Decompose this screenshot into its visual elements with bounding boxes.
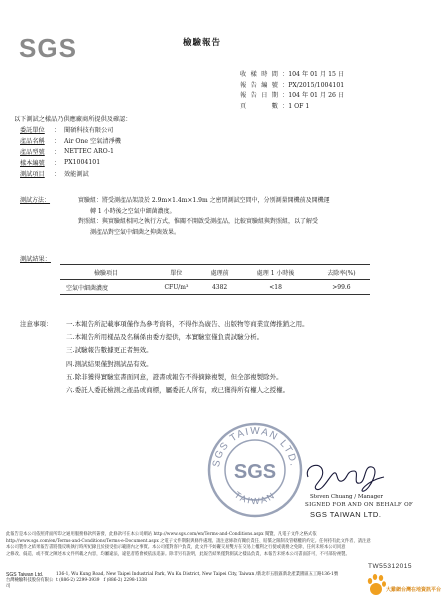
- test-method: [20, 196, 405, 238]
- stamp-bottom-text: TAIWAN: [232, 489, 278, 507]
- meta-row: 報告日期 ： 104 年 01 月 26 日: [240, 92, 345, 99]
- meta-row: 報告編號 ： PX/2015/1004101: [240, 81, 345, 89]
- fine-print-line: 本公司製作之結果報告書將僅反映執行時所紀錄且於接受指示範圍內之事實。本公司僅對客戶負責，此文件不妨礙交易雙方在交易上權利之行使或義務之免除，任何未經本公司同意: [6, 545, 346, 551]
- field-row: 樣本編號 ： PX1004101: [20, 157, 400, 168]
- col-header: 處理 1 小時後: [238, 265, 312, 280]
- method-label: 測試方法：: [20, 197, 51, 204]
- note-item: 三.試驗報告數據更正者無效。: [66, 346, 153, 355]
- page-footer: [6, 572, 396, 590]
- results-table: [60, 264, 370, 295]
- svg-text:TAIWAN: [233, 490, 278, 507]
- method-line: 對照組：與實驗組相同之執行方式，惟關不開啟受測產品，比較實驗組與對照組，以了解受: [78, 218, 319, 225]
- results-label: 測試結果：: [20, 256, 51, 263]
- table-cell: >99.6: [313, 280, 370, 295]
- field-value: PX1004101: [64, 159, 101, 166]
- table-row: [60, 280, 370, 295]
- notes-label: 注意事項：: [20, 320, 53, 328]
- table-cell: CFU/m³: [152, 280, 201, 295]
- intro-text: 以下測試之樣品乃供應廠商所提供及確認：: [14, 116, 132, 123]
- stamp-center-text: SGS: [233, 461, 277, 483]
- field-label: 測試項目: [20, 171, 45, 178]
- field-label: 產品型號: [20, 149, 45, 156]
- table-cell: 空氣中細菌濃度: [60, 280, 152, 295]
- sample-fields: [20, 124, 400, 179]
- fine-print-line: 此報告是本公司依照背面所印之通用服務條款所簽發，此條款可在本公司網站 http://www.sgs.com/en/Terms-and-Conditions.aspx 閱覽，凡電子文件之格式依: [6, 532, 317, 537]
- company-seal-stamp: [205, 420, 305, 520]
- col-header: 處理前: [201, 265, 239, 280]
- method-line: 轉 1 小時後之空氣中細菌濃度。: [90, 207, 176, 215]
- sgs-logo: [14, 32, 82, 62]
- field-row: 委託單位 ： 聞碩科技有限公司: [20, 124, 400, 135]
- meta-row: 頁 數 ： 1 OF 1: [240, 102, 310, 110]
- col-header: 單位: [152, 265, 201, 280]
- field-label: 產品名稱: [20, 138, 45, 145]
- report-title: 檢驗報告: [183, 38, 222, 48]
- notes-section: [20, 318, 309, 397]
- col-header: 檢驗項目: [60, 265, 152, 280]
- signature-scribble: [300, 455, 390, 495]
- watermark-text: 大雞網台灣在地資訊平台: [386, 587, 441, 593]
- field-value: NETTEC ARO-1: [64, 148, 114, 155]
- field-row: 產品名稱 ： Air One 空氣清淨機: [20, 135, 400, 146]
- signer-name: Steven Chuang / Manager: [310, 494, 384, 500]
- field-row: 產品型號 ： NETTEC ARO-1: [20, 146, 400, 157]
- note-item: 四.測試結果僅對測試品有效。: [66, 359, 153, 368]
- fine-print: [6, 532, 406, 558]
- footer-address: 136-1, Wu Kung Road, New Taipei Industrial Park, Wu Ku District, New Taipei City, Taiwan /新北市五股區新北產業園區五工路136-1號 t (886-2) 2299-3939 f (886-2) 2298-1338: [56, 572, 339, 583]
- signing-company: SGS TAIWAN LTD.: [310, 510, 382, 519]
- note-item: 五.除非獲得實驗室書面同意，證書或報告不得摘錄複製，但全部複製除外。: [66, 372, 283, 381]
- report-meta: [240, 70, 344, 112]
- document-code: TW55312015: [368, 563, 413, 570]
- note-item: 二.本報告所用樣品及名稱係由委方提供，本實驗室僅負責試驗分析。: [66, 333, 264, 342]
- field-label: 樣本編號: [20, 160, 45, 167]
- field-label: 委託單位: [20, 127, 45, 134]
- sgs-logo-text: SGS: [19, 33, 77, 63]
- fine-print-line: 之修改、僞造、或不實之陳述本文件所載之內容，均屬違法，違犯者將會被依法追訴。除非另有說明，此報告結果僅對測試之樣品負責，本報告未經本公司書面許可，不可部份複製。: [6, 551, 350, 557]
- footer-company: SGS Taiwan Ltd. 台灣檢驗科技股份有限公司: [6, 572, 54, 589]
- field-row: 測試項目 ： 效能測試: [20, 168, 400, 179]
- method-text: [78, 196, 405, 238]
- note-item: 六.委託人委託檢測之產品或商標，屬委託人所有，或已獲得所有權人之授權。: [66, 386, 290, 395]
- note-item: 一.本報告所記載事項僅作為參考資料，不得作為廣告、出版物等商業宣傳推銷之用。: [66, 320, 309, 328]
- field-value: 聞碩科技有限公司: [64, 127, 114, 134]
- fine-print-line: http://www.sgs.com/en/Terms-and-Conditions/Terms-e-Document.aspx 之電子文件期限與條件處理。請注意條款有關於責任、賠償之限制及管轄權的約定。任何持有此文件者，請注意: [6, 538, 371, 544]
- meta-row: 收樣時間 ： 104 年 01 月 15 日: [240, 71, 345, 78]
- field-value: 效能測試: [64, 171, 89, 178]
- stamp-top-text: SGS TAIWAN LTD.: [210, 425, 299, 468]
- table-cell: 4382: [201, 280, 239, 295]
- col-header: 去除率(%): [313, 265, 370, 280]
- method-line: 測產品對空氣中細菌之抑菌效果。: [90, 228, 181, 236]
- table-cell: <18: [238, 280, 312, 295]
- field-value: Air One 空氣清淨機: [64, 138, 121, 145]
- signed-for-text: SIGNED FOR AND ON BEHALF OF: [305, 502, 414, 508]
- method-line: 實驗組：將受測產品架設於 2.9m×1.4m×1.9m 之密閉測試空間中，分別測量開機前及開機運: [78, 197, 330, 204]
